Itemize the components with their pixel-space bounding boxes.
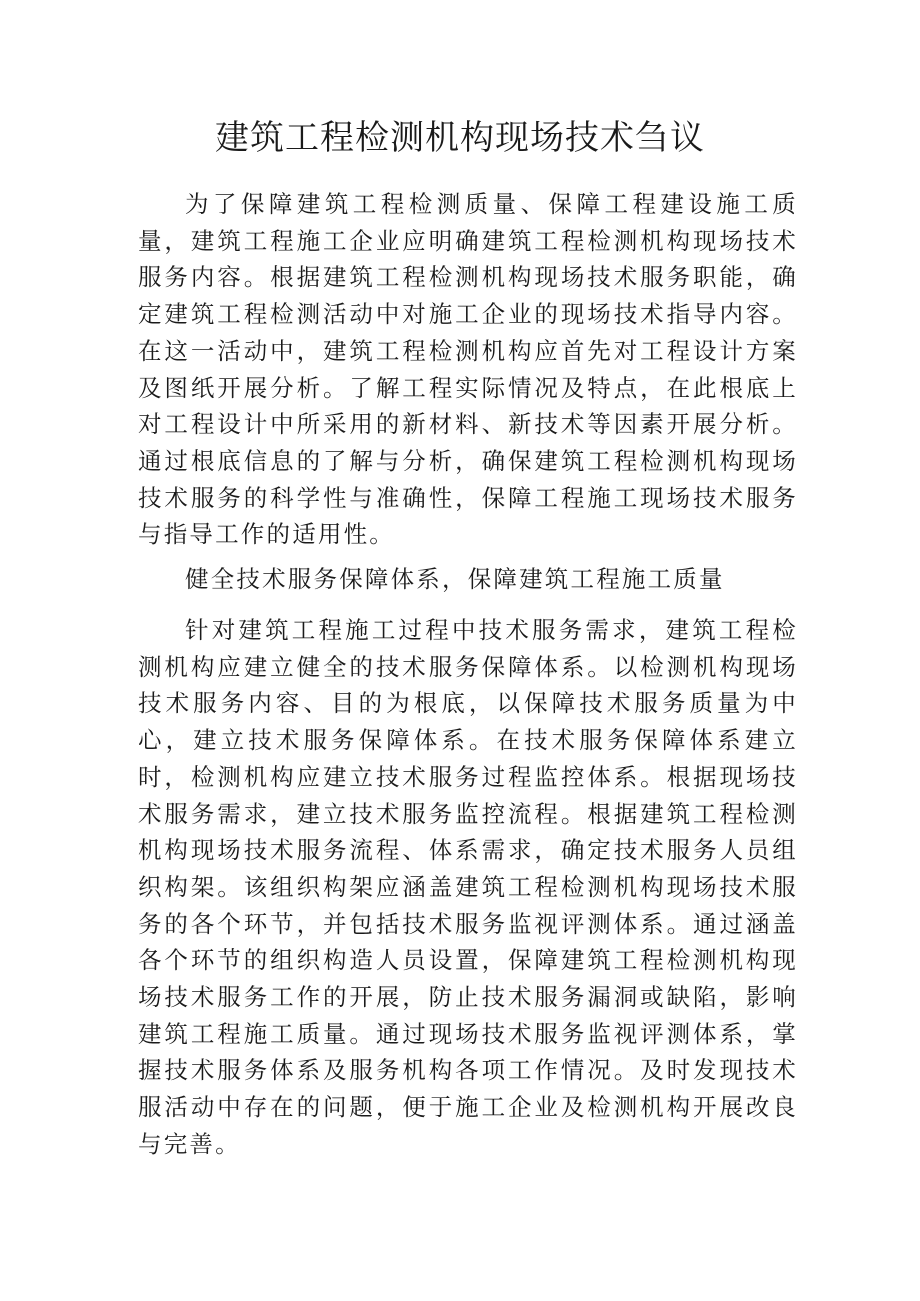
section-heading: 健全技术服务保障体系，保障建筑工程施工质量: [185, 565, 725, 593]
document-title: 建筑工程检测机构现场技术刍议: [215, 118, 705, 158]
paragraph-introduction: 为了保障建筑工程检测质量、保障工程建设施工质量，建筑工程施工企业应明确建筑工程检测机构现场技术服务内容。根据建筑工程检测机构现场技术服务职能，确定建筑工程检测活动中对施工企业的现场技术指导内容。在这一活动中，建筑工程检测机构应首先对工程设计方案及图纸开展分析。了解工程实际情况及特点，在此根底上对工程设计中所采用的新材料、新技术等因素开展分析。通过根底信息的了解与分析，确保建筑工程检测机构现场技术服务的科学性与准确性，保障工程施工现场技术服务与指导工作的适用性。: [138, 190, 798, 549]
paragraph-service-system: 针对建筑工程施工过程中技术服务需求，建筑工程检测机构应建立健全的技术服务保障体系。以检测机构现场技术服务内容、目的为根底，以保障技术服务质量为中心，建立技术服务保障体系。在技术服务保障体系建立时，检测机构应建立技术服务过程监控体系。根据现场技术服务需求，建立技术服务监控流程。根据建筑工程检测机构现场技术服务流程、体系需求，确定技术服务人员组织构架。该组织构架应涵盖建筑工程检测机构现场技术服务的各个环节，并包括技术服务监视评测体系。通过涵盖各个环节的组织构造人员设置，保障建筑工程检测机构现场技术服务工作的开展，防止技术服务漏洞或缺陷，影响建筑工程施工质量。通过现场技术服务监视评测体系，掌握技术服务体系及服务机构各项工作情况。及时发现技术服活动中存在的问题，便于施工企业及检测机构开展改良与完善。: [138, 616, 798, 1158]
